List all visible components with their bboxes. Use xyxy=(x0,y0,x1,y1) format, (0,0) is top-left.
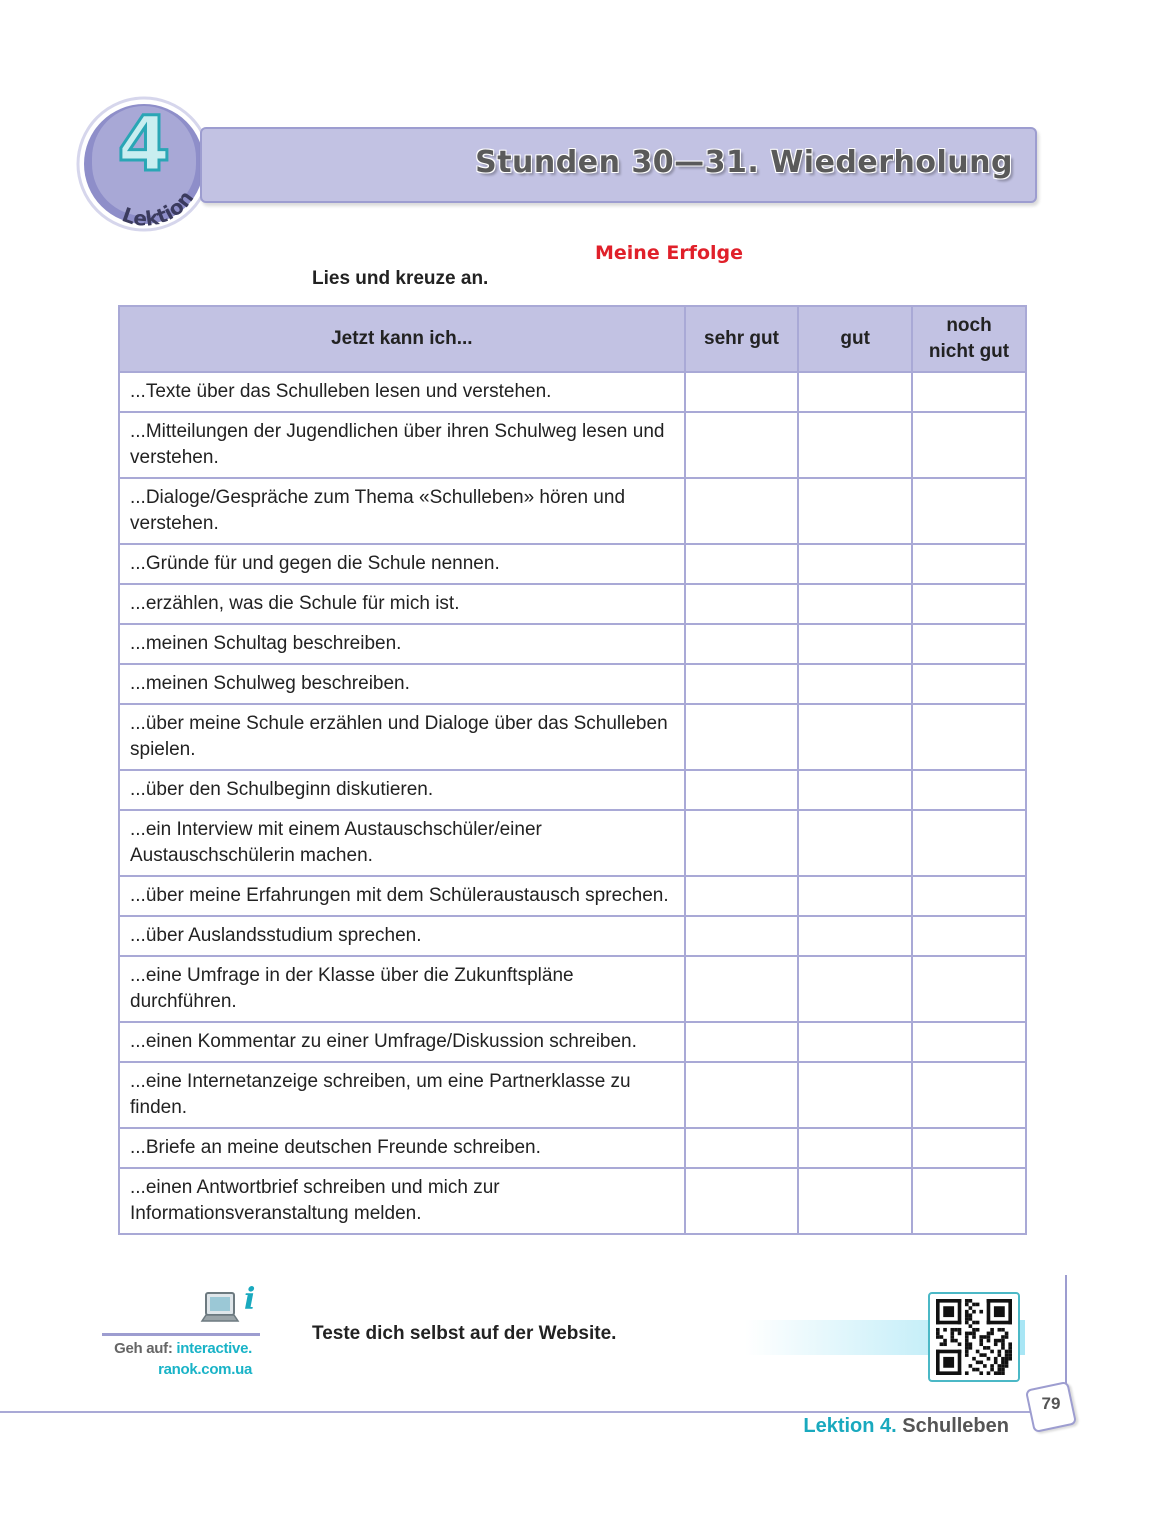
website-link-part1[interactable]: interactive. xyxy=(176,1340,252,1357)
table-row xyxy=(119,1022,1026,1062)
skill-statement: ...Briefe an meine deutschen Freunde schreiben. xyxy=(119,1128,685,1168)
lesson-number: 4 xyxy=(117,99,171,188)
rating-cell-very-good[interactable] xyxy=(685,372,799,412)
rating-cell-good[interactable] xyxy=(798,584,912,624)
rating-cell-good[interactable] xyxy=(798,1022,912,1062)
column-header-not-yet-good-label: noch nicht gut xyxy=(928,315,1010,362)
rating-cell-not-yet-good[interactable] xyxy=(912,1022,1026,1062)
instruction-text: Lies und kreuze an. xyxy=(312,268,489,289)
column-header-very-good: sehr gut xyxy=(685,306,799,372)
rating-cell-not-yet-good[interactable] xyxy=(912,544,1026,584)
rating-cell-good[interactable] xyxy=(798,704,912,770)
website-link-part2[interactable]: ranok.com.ua xyxy=(158,1361,252,1378)
table-row xyxy=(119,810,1026,876)
table-row xyxy=(119,1062,1026,1128)
table-row xyxy=(119,584,1026,624)
running-footer-topic: Schulleben xyxy=(902,1415,1009,1437)
skill-statement: ...eine Umfrage in der Klasse über die Zukunftspläne durchführen. xyxy=(119,956,685,1022)
divider xyxy=(1065,1275,1067,1385)
skill-statement: ...Dialoge/Gespräche zum Thema «Schulleben» hören und verstehen. xyxy=(119,478,685,544)
rating-cell-very-good[interactable] xyxy=(685,478,799,544)
skill-statement: ...über meine Erfahrungen mit dem Schüleraustausch sprechen. xyxy=(119,876,685,916)
table-row xyxy=(119,478,1026,544)
rating-cell-very-good[interactable] xyxy=(685,876,799,916)
table-row xyxy=(119,1128,1026,1168)
website-hint xyxy=(102,1338,252,1380)
laptop-info-icon xyxy=(200,1283,260,1331)
column-header-not-yet-good xyxy=(912,306,1026,372)
rating-cell-good[interactable] xyxy=(798,1128,912,1168)
column-header-good: gut xyxy=(798,306,912,372)
section-title: Meine Erfolge xyxy=(595,242,744,264)
rating-cell-not-yet-good[interactable] xyxy=(912,876,1026,916)
qr-code[interactable] xyxy=(928,1292,1020,1382)
rating-cell-not-yet-good[interactable] xyxy=(912,956,1026,1022)
rating-cell-very-good[interactable] xyxy=(685,770,799,810)
skill-statement: ...einen Kommentar zu einer Umfrage/Diskussion schreiben. xyxy=(119,1022,685,1062)
rating-cell-good[interactable] xyxy=(798,956,912,1022)
rating-cell-good[interactable] xyxy=(798,478,912,544)
table-row xyxy=(119,876,1026,916)
lesson-title-banner xyxy=(200,127,1037,203)
rating-cell-very-good[interactable] xyxy=(685,624,799,664)
rating-cell-very-good[interactable] xyxy=(685,810,799,876)
rating-cell-good[interactable] xyxy=(798,624,912,664)
lesson-badge xyxy=(72,88,220,236)
rating-cell-very-good[interactable] xyxy=(685,412,799,478)
table-row xyxy=(119,372,1026,412)
skill-statement: ...über meine Schule erzählen und Dialoge über das Schulleben spielen. xyxy=(119,704,685,770)
rating-cell-very-good[interactable] xyxy=(685,916,799,956)
running-footer-lesson: Lektion 4. xyxy=(803,1415,897,1437)
skill-statement: ...ein Interview mit einem Austauschschüler/einer Austauschschülerin machen. xyxy=(119,810,685,876)
rating-cell-very-good[interactable] xyxy=(685,1022,799,1062)
rating-cell-not-yet-good[interactable] xyxy=(912,624,1026,664)
rating-cell-good[interactable] xyxy=(798,1168,912,1234)
table-row xyxy=(119,1168,1026,1234)
table-header-row xyxy=(119,306,1026,372)
skill-statement: ...über Auslandsstudium sprechen. xyxy=(119,916,685,956)
skill-statement: ...meinen Schulweg beschreiben. xyxy=(119,664,685,704)
rating-cell-very-good[interactable] xyxy=(685,664,799,704)
table-row xyxy=(119,544,1026,584)
rating-cell-not-yet-good[interactable] xyxy=(912,770,1026,810)
rating-cell-good[interactable] xyxy=(798,412,912,478)
rating-cell-not-yet-good[interactable] xyxy=(912,1062,1026,1128)
qr-code-icon xyxy=(935,1299,1013,1375)
rating-cell-not-yet-good[interactable] xyxy=(912,704,1026,770)
rating-cell-not-yet-good[interactable] xyxy=(912,916,1026,956)
rating-cell-very-good[interactable] xyxy=(685,1168,799,1234)
rating-cell-not-yet-good[interactable] xyxy=(912,372,1026,412)
self-test-text: Teste dich selbst auf der Website. xyxy=(312,1323,617,1344)
rating-cell-good[interactable] xyxy=(798,1062,912,1128)
rating-cell-good[interactable] xyxy=(798,810,912,876)
rating-cell-good[interactable] xyxy=(798,372,912,412)
table-row xyxy=(119,956,1026,1022)
rating-cell-not-yet-good[interactable] xyxy=(912,478,1026,544)
rating-cell-good[interactable] xyxy=(798,544,912,584)
rating-cell-not-yet-good[interactable] xyxy=(912,664,1026,704)
table-row xyxy=(119,916,1026,956)
rating-cell-very-good[interactable] xyxy=(685,1128,799,1168)
running-footer xyxy=(803,1415,1009,1438)
rating-cell-very-good[interactable] xyxy=(685,956,799,1022)
rating-cell-not-yet-good[interactable] xyxy=(912,584,1026,624)
goto-label: Geh auf: xyxy=(114,1340,173,1357)
lesson-word: Lektion xyxy=(119,185,199,231)
table-row xyxy=(119,664,1026,704)
rating-cell-not-yet-good[interactable] xyxy=(912,1128,1026,1168)
rating-cell-good[interactable] xyxy=(798,664,912,704)
divider xyxy=(102,1333,260,1336)
rating-cell-not-yet-good[interactable] xyxy=(912,810,1026,876)
rating-cell-not-yet-good[interactable] xyxy=(912,412,1026,478)
rating-cell-not-yet-good[interactable] xyxy=(912,1168,1026,1234)
skill-statement: ...Gründe für und gegen die Schule nennen. xyxy=(119,544,685,584)
rating-cell-very-good[interactable] xyxy=(685,544,799,584)
page-title: Stunden 30—31. Wiederholung xyxy=(475,145,1013,180)
rating-cell-good[interactable] xyxy=(798,770,912,810)
table-row xyxy=(119,624,1026,664)
skill-statement: ...einen Antwortbrief schreiben und mich zur Informationsveranstaltung melden. xyxy=(119,1168,685,1234)
svg-text:i: i xyxy=(244,1283,256,1317)
rating-cell-good[interactable] xyxy=(798,916,912,956)
skill-statement: ...über den Schulbeginn diskutieren. xyxy=(119,770,685,810)
rating-cell-good[interactable] xyxy=(798,876,912,916)
table-row xyxy=(119,412,1026,478)
skill-statement: ...Texte über das Schulleben lesen und verstehen. xyxy=(119,372,685,412)
page-number: 79 xyxy=(1041,1394,1061,1413)
skill-statement: ...Mitteilungen der Jugendlichen über ihren Schulweg lesen und verstehen. xyxy=(119,412,685,478)
table-row xyxy=(119,770,1026,810)
self-assessment-table xyxy=(118,305,1027,1235)
rating-cell-very-good[interactable] xyxy=(685,704,799,770)
table-row xyxy=(119,704,1026,770)
footer-rule xyxy=(0,1411,1030,1413)
column-header-skill: Jetzt kann ich... xyxy=(119,306,685,372)
rating-cell-very-good[interactable] xyxy=(685,1062,799,1128)
skill-statement: ...meinen Schultag beschreiben. xyxy=(119,624,685,664)
skill-statement: ...eine Internetanzeige schreiben, um eine Partnerklasse zu finden. xyxy=(119,1062,685,1128)
rating-cell-very-good[interactable] xyxy=(685,584,799,624)
skill-statement: ...erzählen, was die Schule für mich ist. xyxy=(119,584,685,624)
